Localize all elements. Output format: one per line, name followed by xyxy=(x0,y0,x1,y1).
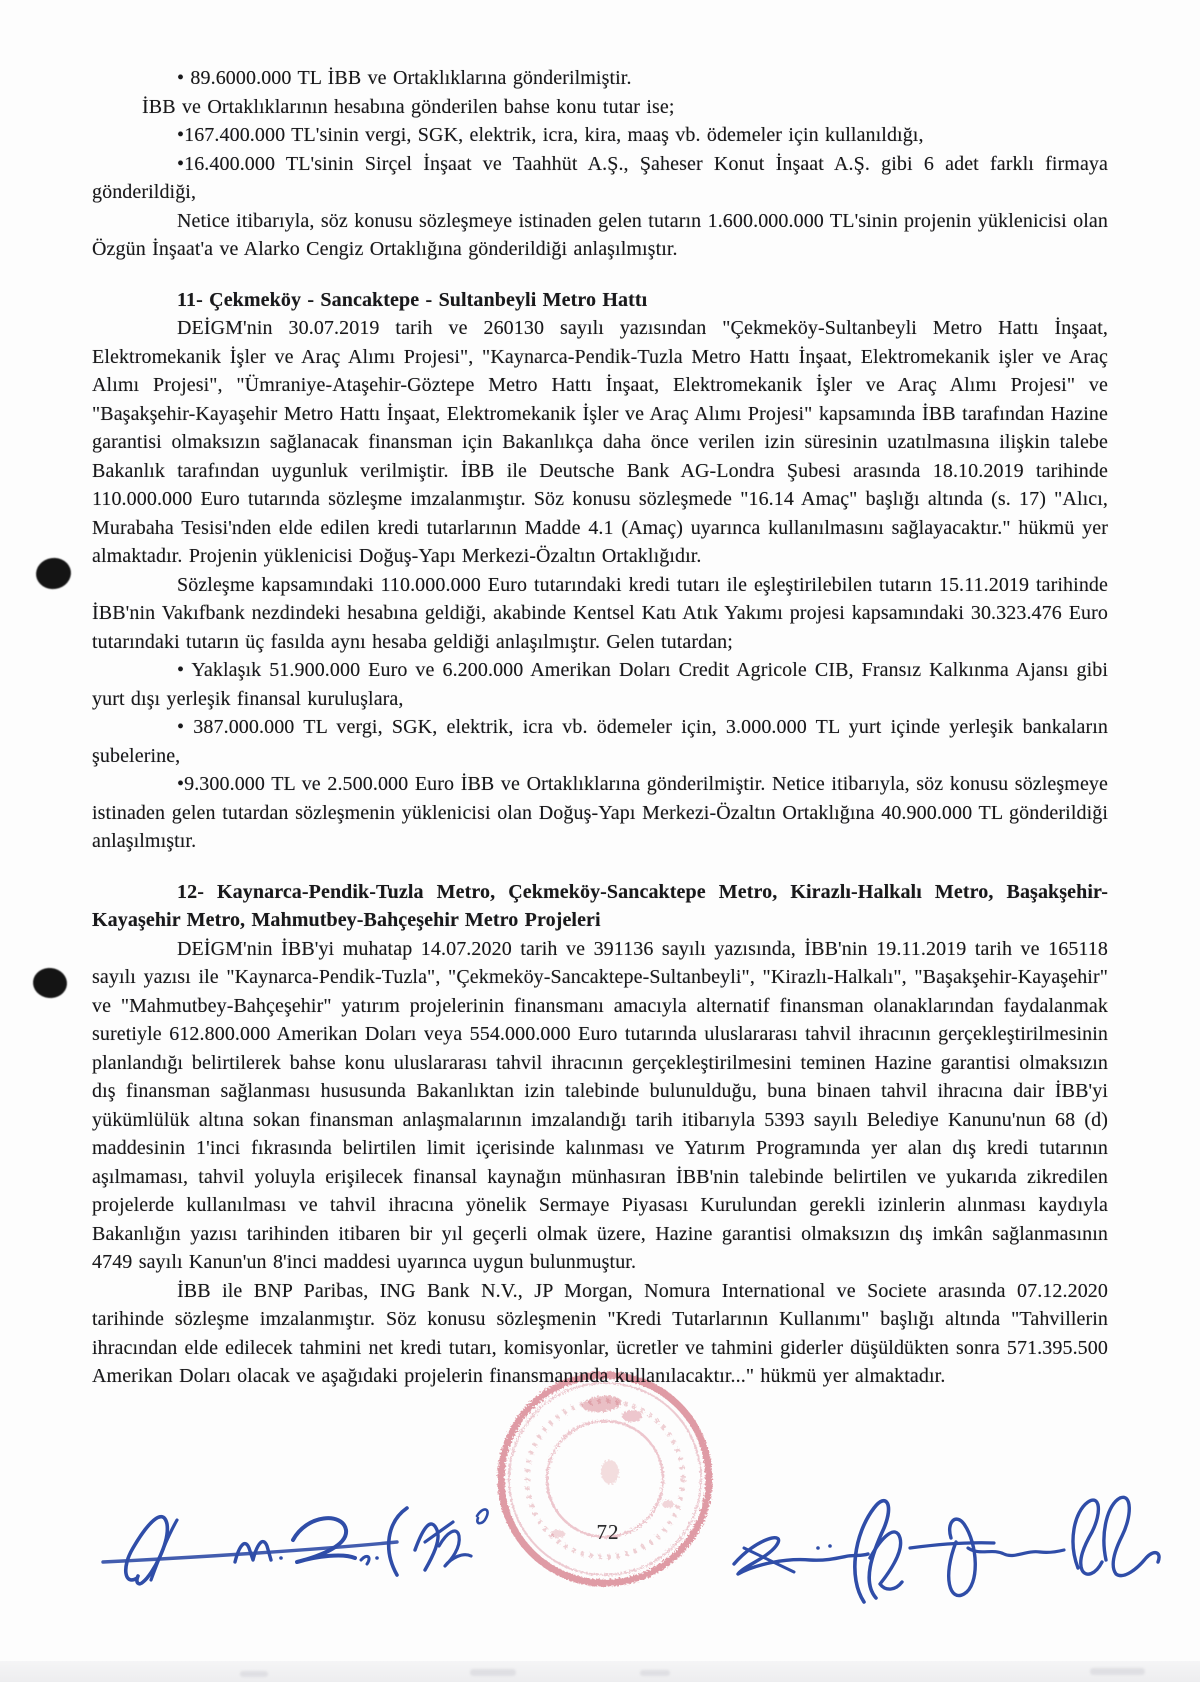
paragraph: • 89.6000.000 TL İBB ve Ortaklıklarına gönderilmiştir. xyxy=(177,67,632,89)
paragraph: DEİGM'nin 30.07.2019 tarih ve 260130 sayılı yazısından "Çekmeköy-Sultanbeyli Metro Hattı İnşaat, Elektromekanik İşler ve Araç Alımı Projesi", "Kaynarca-Pendik-Tuzla Metro Hattı İnşaat, Elektromekanik işler ve Araç Alımı Projesi", "Ümraniye-Ataşehir-Göztepe Metro Hattı İnşaat, Elektromekanik İşler ve Araç Alımı Projesi" ve "Başakşehir-Kayaşehir Metro Hattı İnşaat, Elektromekanik İşler ve Araç Alımı Projesi" kapsamında İBB tarafından Hazine garantisi olmaksızın sağlanacak finansman için Bakanlıkça daha önce verilen izin süresinin uzatılmasına ilişkin talebe Bakanlık tarafından uygunluk verilmiştir. İBB ile Deutsche Bank AG-Londra Şubesi arasında 18.10.2019 tarihinde 110.000.000 Euro tutarında sözleşme imzalanmıştır. Söz konusu sözleşmede "16.14 Amaç" başlığı altında (s. 17) "Alıcı, Murabaha Tesisi'nden elde edilen kredi tutarlarının Madde 4.1 (Amaç) uyarınca kullanılmasını sağlayacaktır." hükmü yer almaktadır. Projenin yüklenicisi Doğuş-Yapı Merkezi-Özaltın Ortaklığıdır. xyxy=(92,317,1108,567)
signatures-right xyxy=(712,1486,1182,1616)
paragraph: •9.300.000 TL ve 2.500.000 Euro İBB ve Ortaklıklarına gönderilmiştir. Netice itibarıyla, söz konusu sözleşmeye istinaden gelen tutardan sözleşmenin yüklenicisi olan Doğuş-Yapı Merkezi-Özaltın Ortaklığına 40.900.000 TL gönderildiği anlaşılmıştır. xyxy=(92,773,1108,852)
section-heading: 11- Çekmeköy - Sancaktepe - Sultanbeyli Metro Hattı xyxy=(177,288,648,311)
signatures-left xyxy=(95,1478,525,1613)
paragraph: DEİGM'nin İBB'yi muhatap 14.07.2020 tarih ve 391136 sayılı yazısında, İBB'nin 19.11.2019 tarih ve 165118 sayılı yazısı ile "Kaynarca-Pendik-Tuzla", "Çekmeköy-Sancaktepe-Sultanbeyli", "Kirazlı-Halkalı", "Başakşehir-Kayaşehir" ve "Mahmutbey-Bahçeşehir" yatırım projelerinin finansmanı amacıyla alternatif finansman olanaklarından faydalanmak suretiyle 612.800.000 Amerikan Doları veya 554.000.000 Euro tutarında uluslararası tahvil ihracının gerçekleştirilmesinin planlandığı belirtilerek bahse konu uluslararası tahvil ihracının gerçekleştirilmesini teminen Hazine garantisi olmaksızın dış finansman sağlanması hususunda Bakanlıktan izin talebinde bulunulduğu, buna binaen tahvil ihracına dair İBB'yi yükümlülük altına sokan finansman anlaşmalarının imzalandığı tarih itibarıyla 5393 sayılı Belediye Kanunu'nun 68 (d) maddesinin 1'inci fıkrasında belirtilen limit içerisinde kalınması ve Yatırım Programında yer alan dış kredi tutarının aşılmaması, tahvil yoluyla erişilecek finansal kaynağın münhasıran İBB'nin talebinde belirtilen ve yukarıda zikredilen projelerde kullanılması ve tahvil ihracına yönelik Sermaye Piyasası Kurulundan gerekli izinlerin alınması kaydıyla Bakanlığın yazısı tarihinden itibaren bir yıl geçerli olmak üzere, Hazine garantisi olmaksızın dış imkân sağlanmasının 4749 sayılı Kanun'un 8'inci maddesi uyarınca uygun bulunmuştur. xyxy=(92,937,1108,1273)
scan-edge-band xyxy=(0,1661,1200,1682)
paragraph: •16.400.000 TL'sinin Sirçel İnşaat ve Taahhüt A.Ş., Şaheser Konut İnşaat A.Ş. gibi 6 adet farklı firmaya gönderildiği, xyxy=(92,152,1108,203)
page-number: 72 xyxy=(596,1520,620,1544)
section-heading: 12- Kaynarca-Pendik-Tuzla Metro, Çekmeköy-Sancaktepe Metro, Kirazlı-Halkalı Metro, Başakşehir-Kayaşehir Metro, Mahmutbey-Bahçeşehir Metro Projeleri xyxy=(92,880,1108,931)
paragraph: • Yaklaşık 51.900.000 Euro ve 6.200.000 Amerikan Doları Credit Agricole CIB, Fransız Kalkınma Ajansı gibi yurt dışı yerleşik finansal kuruluşlara, xyxy=(92,659,1108,710)
paragraph: • 387.000.000 TL vergi, SGK, elektrik, icra vb. ödemeler için, 3.000.000 TL yurt içinde yerleşik bankaların şubelerine, xyxy=(92,716,1108,767)
paragraph: Sözleşme kapsamındaki 110.000.000 Euro tutarındaki kredi tutarı ile eşleştirilebilen tutarın 15.11.2019 tarihinde İBB'nin Vakıfbank nezdindeki hesabına geldiği, akabinde Kentsel Katı Atık Yakımı projesi kapsamındaki 30.323.476 Euro tutarındaki tutarın üç fasılda aynı hesaba geldiği anlaşılmıştır. Gelen tutardan; xyxy=(92,573,1108,653)
paragraph: İBB ile BNP Paribas, ING Bank N.V., JP Morgan, Nomura International ve Societe arasında 07.12.2020 tarihinde sözleşme imzalanmıştır. Söz konusu sözleşmenin "Kredi Tutarlarının Kullanımı" başlığı altında "Tahvillerin ihracından elde edilecek tahmini net kredi tutarı, komisyonlar, ücretler ve tahmini giderler düşüldükten sonra 571.395.500 Amerikan Doları olacak ve aşağıdaki projelerin finansmanında kullanılacaktır..." hükmü yer almaktadır. xyxy=(92,1279,1108,1387)
paragraph: •167.400.000 TL'sinin vergi, SGK, elektrik, icra, kira, maaş vb. ödemeler için kullanıldığı, xyxy=(177,124,924,146)
paragraph: Netice itibarıyla, söz konusu sözleşmeye istinaden gelen tutarın 1.600.000.000 TL'sinin projenin yüklenicisi olan Özgün İnşaat'a ve Alarko Cengiz Ortaklığına gönderildiği anlaşılmıştır. xyxy=(92,209,1108,260)
paragraph: İBB ve Ortaklıklarının hesabına gönderilen bahse konu tutar ise; xyxy=(142,95,675,118)
